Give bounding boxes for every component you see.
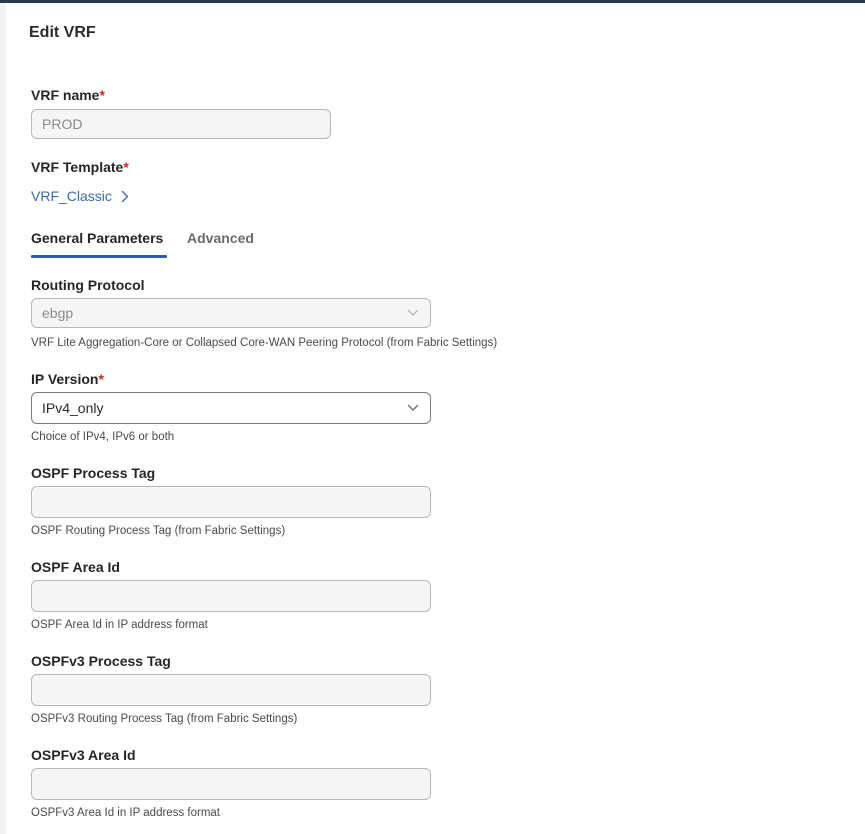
ip-version-help: Choice of IPv4, IPv6 or both (31, 431, 175, 443)
required-mark: * (123, 159, 129, 175)
required-mark: * (99, 87, 105, 103)
vrf-name-label-text: VRF name (31, 87, 100, 103)
ip-version-value: IPv4_only (42, 400, 104, 416)
ip-version-select[interactable] (31, 392, 431, 424)
ospfv3-area-id-help: OSPFv3 Area Id in IP address format (31, 807, 220, 819)
vrf-template-link[interactable] (31, 188, 132, 204)
vrf-template-label-text: VRF Template (31, 159, 124, 175)
vrf-name-label (31, 87, 105, 103)
ospf-process-tag-label: OSPF Process Tag (31, 465, 156, 481)
ospf-area-id-help: OSPF Area Id in IP address format (31, 619, 208, 631)
vrf-name-input[interactable] (31, 109, 331, 139)
edit-vrf-panel (6, 3, 865, 834)
ip-version-label (31, 371, 104, 387)
routing-protocol-help: VRF Lite Aggregation-Core or Collapsed Core-WAN Peering Protocol (from Fabric Settings) (31, 337, 498, 349)
chevron-down-icon (406, 306, 420, 320)
ospfv3-area-id-input[interactable] (31, 768, 431, 800)
ospf-area-id-input[interactable] (31, 580, 431, 612)
required-mark: * (98, 371, 104, 387)
routing-protocol-select[interactable] (31, 298, 431, 328)
ospfv3-process-tag-input[interactable] (31, 674, 431, 706)
ospf-area-id-label: OSPF Area Id (31, 559, 120, 575)
ip-version-label-text: IP Version (31, 371, 99, 387)
ospfv3-process-tag-help: OSPFv3 Routing Process Tag (from Fabric Settings) (31, 713, 298, 725)
ospf-process-tag-input[interactable] (31, 486, 431, 518)
routing-protocol-label: Routing Protocol (31, 277, 145, 293)
active-tab-indicator (31, 255, 167, 258)
page-title: Edit VRF (29, 24, 96, 41)
vrf-template-label (31, 159, 129, 175)
vrf-template-link-text: VRF_Classic (31, 188, 112, 204)
ospfv3-process-tag-label: OSPFv3 Process Tag (31, 653, 171, 669)
vrf-name-value: PROD (42, 116, 83, 132)
ospf-process-tag-help: OSPF Routing Process Tag (from Fabric Settings) (31, 525, 286, 537)
ospfv3-area-id-label: OSPFv3 Area Id (31, 747, 136, 763)
chevron-down-icon (406, 401, 420, 415)
chevron-right-icon (118, 189, 132, 203)
routing-protocol-value: ebgp (42, 305, 74, 321)
tab-advanced[interactable]: Advanced (187, 230, 254, 246)
tab-general-parameters[interactable]: General Parameters (31, 230, 164, 246)
